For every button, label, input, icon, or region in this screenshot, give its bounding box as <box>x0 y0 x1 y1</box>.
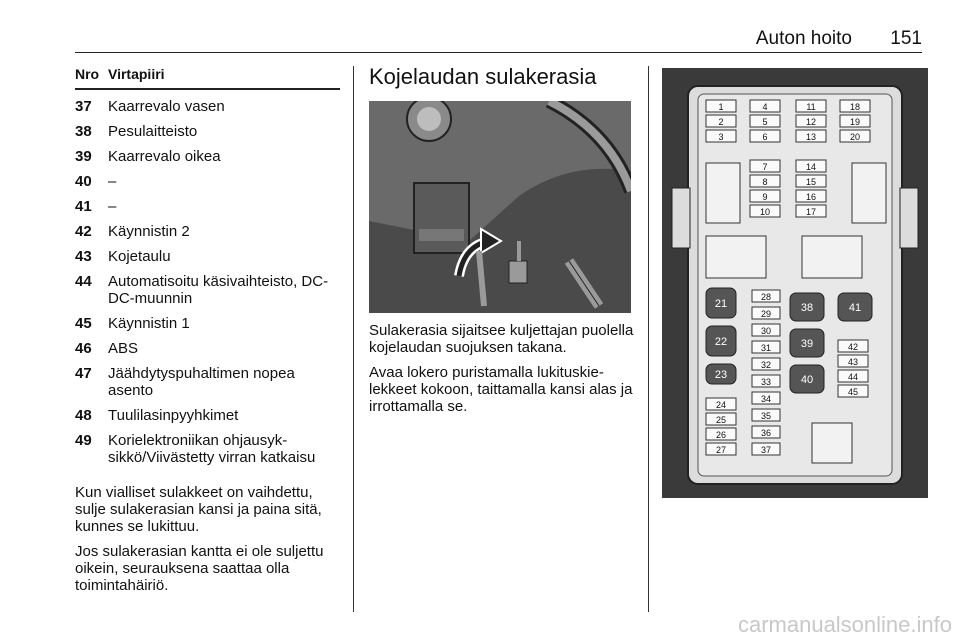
fuse-slot <box>706 100 736 112</box>
fuse-slot <box>796 190 826 202</box>
circuit-name: Käynnistin 2 <box>108 223 190 240</box>
fuse-label: 35 <box>760 411 772 421</box>
fuse-label: 10 <box>759 207 771 217</box>
paragraph: Jos sulakerasian kantta ei ole suljettu oikein, seurauksena saattaa olla toimintahäiriö. <box>75 543 324 594</box>
fuse-slot <box>790 365 824 393</box>
fuse-label: 44 <box>847 372 859 382</box>
table-row <box>75 123 340 140</box>
fuse-number: 48 <box>75 407 92 424</box>
fuse-label: 38 <box>800 302 814 314</box>
fuse-label: 18 <box>849 102 861 112</box>
fuse-number: 39 <box>75 148 92 165</box>
fuse-number: 45 <box>75 315 92 332</box>
circuit-name: Kojetaulu <box>108 248 171 265</box>
fuse-label: 15 <box>805 177 817 187</box>
fuse-label: 36 <box>760 428 772 438</box>
fuse-slot <box>752 426 780 438</box>
fuse-slot <box>796 175 826 187</box>
fuse-label: 45 <box>847 387 859 397</box>
fuse-slot <box>750 190 780 202</box>
fuse-slot <box>750 115 780 127</box>
column-divider <box>353 66 354 612</box>
fuse-slot <box>838 293 872 321</box>
watermark: carmanualsonline.info <box>737 612 952 637</box>
fuse-number: 46 <box>75 340 92 357</box>
fuse-slot <box>706 364 736 384</box>
fuse-slot <box>706 398 736 410</box>
fuse-slot <box>790 293 824 321</box>
table-row <box>75 407 340 424</box>
fuse-label: 29 <box>760 309 772 319</box>
fuse-label: 28 <box>760 292 772 302</box>
fuse-slot <box>796 115 826 127</box>
table-row <box>75 315 340 332</box>
circuit-name: Jäähdytyspuhaltimen nopea asento <box>108 365 295 399</box>
table-row <box>75 340 340 357</box>
table-row <box>75 98 340 115</box>
table-row <box>75 173 340 190</box>
fuse-slot <box>750 175 780 187</box>
fuse-slot <box>838 370 868 382</box>
fuse-label: 8 <box>762 177 768 187</box>
fuse-label: 17 <box>805 207 817 217</box>
fuse-number: 49 <box>75 432 92 449</box>
fuse-label: 40 <box>800 374 814 386</box>
paragraph: Avaa lokero puristamalla lukituskielekkeet kokoon, taittamalla kansi alas ja irrottamalla se. <box>369 364 633 415</box>
fuse-slot <box>752 409 780 421</box>
fuse-slot <box>750 100 780 112</box>
paragraph: Sulakerasia sijaitsee kuljettajan puolella kojelaudan suojuksen takana. <box>369 322 634 356</box>
page-header <box>75 28 922 53</box>
fuse-label: 41 <box>848 302 862 314</box>
fuse-label: 25 <box>715 415 727 425</box>
fuse-slot <box>752 290 780 302</box>
fuse-slot <box>752 341 780 353</box>
fuse-label: 32 <box>760 360 772 370</box>
fuse-label: 34 <box>760 394 772 404</box>
fuse-label: 19 <box>849 117 861 127</box>
fuse-slot <box>796 160 826 172</box>
fuse-label: 24 <box>715 400 727 410</box>
fuse-label: 13 <box>805 132 817 142</box>
fuse-label: 26 <box>715 430 727 440</box>
fuse-slot <box>752 324 780 336</box>
fuse-label: 43 <box>847 357 859 367</box>
fuse-slot <box>706 115 736 127</box>
fuse-number: 38 <box>75 123 92 140</box>
fuse-slot <box>752 443 780 455</box>
fuse-slot <box>706 130 736 142</box>
fuse-label: 31 <box>760 343 772 353</box>
circuit-name: Käynnistin 1 <box>108 315 190 332</box>
fuse-label: 2 <box>718 117 724 127</box>
fuse-slot <box>750 160 780 172</box>
fuse-label: 37 <box>760 445 772 455</box>
table-header <box>75 66 340 90</box>
circuit-name: – <box>108 173 117 190</box>
fuse-slot <box>790 329 824 357</box>
section-body <box>369 322 634 423</box>
fuse-number: 47 <box>75 365 92 382</box>
fuse-label: 1 <box>718 102 724 112</box>
fuse-label: 12 <box>805 117 817 127</box>
section-title: Auton hoito <box>755 28 852 49</box>
fuse-number: 44 <box>75 273 92 290</box>
table-row <box>75 223 340 240</box>
table-row <box>75 432 340 466</box>
fuse-label: 30 <box>760 326 772 336</box>
fuse-label: 33 <box>760 377 772 387</box>
fuse-label: 5 <box>762 117 768 127</box>
section-heading-block <box>369 64 634 90</box>
fuse-label: 27 <box>715 445 727 455</box>
fuse-label: 39 <box>800 338 814 350</box>
table-row <box>75 273 340 307</box>
circuit-name: – <box>108 198 117 215</box>
section-heading: Kojelaudan sulakerasia <box>369 64 597 89</box>
fuse-number: 41 <box>75 198 92 215</box>
fuse-slot <box>752 392 780 404</box>
fuse-slot <box>752 358 780 370</box>
fuse-table-column <box>75 66 340 594</box>
circuit-name: Automatisoitu käsivaihteisto, DC-DC-muunnin <box>108 273 329 307</box>
table-row <box>75 248 340 265</box>
fuse-label: 22 <box>714 336 728 348</box>
fuse-slot <box>706 443 736 455</box>
fuse-slot <box>840 115 870 127</box>
fuse-slot <box>706 288 736 318</box>
fuse-slot <box>750 130 780 142</box>
fuse-slot <box>796 130 826 142</box>
fuse-label: 9 <box>762 192 768 202</box>
circuit-name: Korielektroniikan ohjausyksikkö/Viivästetty virran katkaisu <box>108 432 316 466</box>
circuit-name: Kaarrevalo vasen <box>108 98 225 115</box>
paragraph: Kun vialliset sulakkeet on vaihdettu, sulje sulakerasian kansi ja paina sitä, kunnes se lukittuu. <box>75 484 322 535</box>
page-number: 151 <box>890 28 922 49</box>
fuse-slot <box>750 205 780 217</box>
fuse-slot <box>838 385 868 397</box>
fuse-label: 42 <box>847 342 859 352</box>
fuse-slot <box>840 100 870 112</box>
fusebox-diagram <box>662 68 928 498</box>
fuse-slot <box>706 428 736 440</box>
column-header-circuit: Virtapiiri <box>108 66 165 82</box>
fuse-label: 4 <box>762 102 768 112</box>
circuit-name: ABS <box>108 340 139 357</box>
fuse-label: 16 <box>805 192 817 202</box>
fuse-slot <box>706 326 736 356</box>
fuse-number: 37 <box>75 98 92 115</box>
fuse-label: 14 <box>805 162 817 172</box>
fuse-slot <box>838 340 868 352</box>
fuse-label: 7 <box>762 162 768 172</box>
fuse-slot <box>706 413 736 425</box>
fuse-slot <box>752 375 780 387</box>
fuse-slot <box>796 205 826 217</box>
column-header-nro: Nro <box>75 66 100 82</box>
table-body <box>75 98 340 466</box>
circuit-name: Tuulilasinpyyhkimet <box>108 407 239 424</box>
fuse-label: 23 <box>714 369 728 381</box>
fuse-label: 3 <box>718 132 724 142</box>
fuse-number: 40 <box>75 173 92 190</box>
fuse-label: 20 <box>849 132 861 142</box>
circuit-name: Kaarrevalo oikea <box>108 148 221 165</box>
fuse-slot <box>840 130 870 142</box>
fuse-slot <box>796 100 826 112</box>
fuse-label: 21 <box>714 298 728 310</box>
table-row <box>75 365 340 399</box>
dashboard-fusebox-location-illustration <box>369 101 631 313</box>
circuit-name: Pesulaitteisto <box>108 123 198 140</box>
fuse-number: 42 <box>75 223 92 240</box>
fuse-label: 11 <box>806 102 816 112</box>
table-row <box>75 198 340 215</box>
fuse-slot <box>752 307 780 319</box>
fuse-number: 43 <box>75 248 92 265</box>
table-row <box>75 148 340 165</box>
fuse-slot <box>838 355 868 367</box>
fuse-label: 6 <box>762 132 768 142</box>
column-divider <box>648 66 649 612</box>
